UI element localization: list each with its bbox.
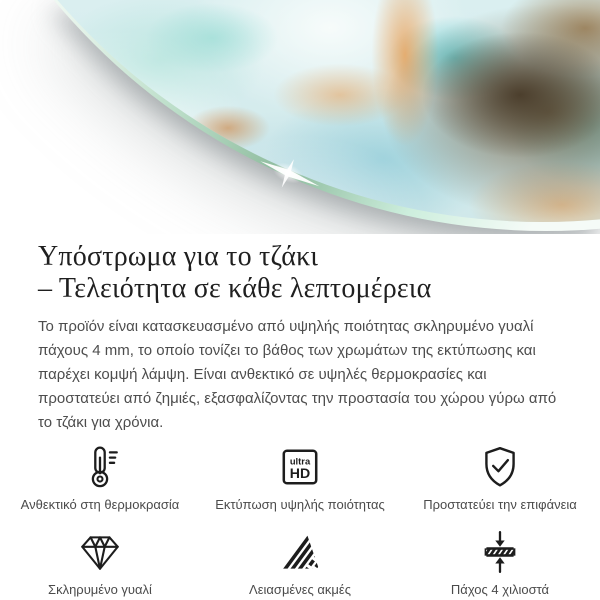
feature-label: Πάχος 4 χιλιοστά (450, 582, 550, 597)
product-image (0, 0, 600, 234)
feature-thickness (400, 529, 600, 597)
product-description: Το προϊόν είναι κατασκευασμένο από υψηλής ποιότητας σκληρυμένο γυαλί πάχους 4 mm, το οποίο τονίζει το βάθος των χρωμάτων της εκτύπωσης και παρέχει κομψή λάμψη. Είναι ανθεκτικό σε υψηλές θερμοκρασίες και προστατεύει από ζημιές, εξασφαλίζοντας την προστασία του χώρου γύρω από το τζάκι για χρόνια. (38, 318, 557, 431)
thickness-icon (477, 529, 523, 575)
feature-label: Ανθεκτικό στη θερμοκρασία (20, 497, 180, 512)
feature-label: Λειασμένες ακμές (249, 582, 351, 597)
page-title (38, 241, 562, 305)
features-grid (0, 444, 600, 597)
feature-tempered-glass (0, 529, 200, 597)
ultra-hd-badge-line1: ultra (289, 455, 311, 467)
page-title-line-1: Υπόστρωμα για το τζάκι (38, 241, 319, 272)
shield-check-icon (477, 444, 523, 490)
polished-edges-icon (277, 529, 323, 575)
feature-surface-protection (400, 444, 600, 512)
thermometer-icon (77, 444, 123, 490)
feature-print-quality (200, 444, 400, 512)
product-text-block (0, 241, 600, 435)
page-title-line-2: – Τελειότητα σε κάθε λεπτομέρεια (38, 273, 432, 304)
feature-temperature-resistant (0, 444, 200, 512)
feature-label: Προστατεύει την επιφάνεια (423, 497, 577, 512)
feature-label: Σκληρυμένο γυαλί (48, 582, 152, 597)
feature-label: Εκτύπωση υψηλής ποιότητας (215, 497, 385, 512)
diamond-icon (77, 529, 123, 575)
ultra-hd-icon (277, 444, 323, 490)
ultra-hd-badge-line2: HD (289, 464, 311, 481)
feature-polished-edges (200, 529, 400, 597)
